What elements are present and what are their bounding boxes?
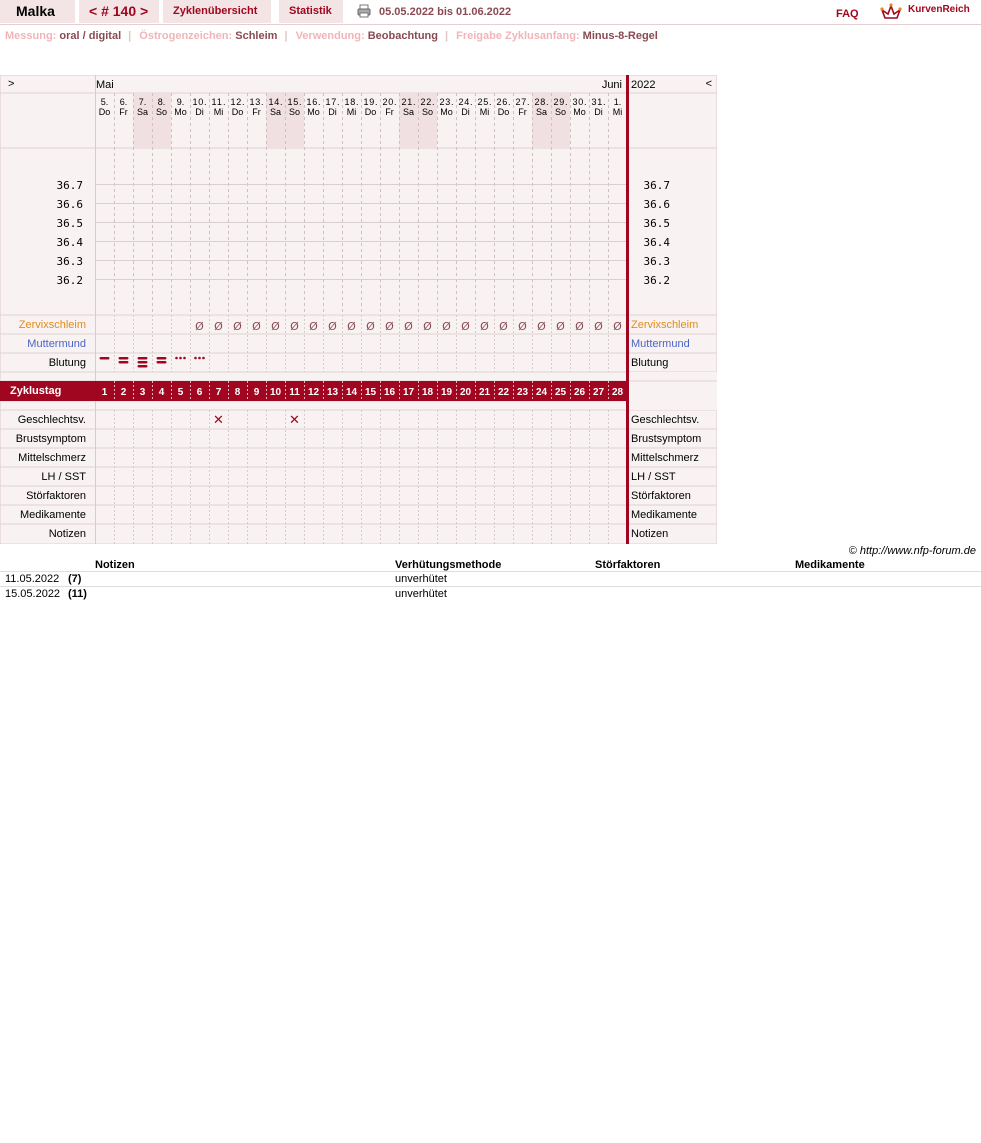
- meta-key: Freigabe Zyklusanfang:: [456, 30, 580, 42]
- bleeding-mark: [119, 361, 129, 364]
- cervical-mucus-mark: Ø: [290, 320, 299, 333]
- day-date: 11.: [211, 97, 226, 107]
- col-notes: Notizen: [95, 559, 135, 571]
- day-date: 25.: [477, 97, 492, 107]
- label-cervix: Muttermund: [27, 338, 86, 350]
- nav-prev-button[interactable]: >: [8, 78, 15, 90]
- cervical-mucus-mark: Ø: [347, 320, 356, 333]
- day-date: 9.: [176, 97, 185, 107]
- label-mid-pain-right: Mittelschmerz: [631, 452, 699, 464]
- tab-statistics[interactable]: Statistik: [279, 0, 343, 23]
- row-cycle-day: (11): [68, 588, 87, 600]
- day-date: 31.: [591, 97, 606, 107]
- day-date: 21.: [401, 97, 416, 107]
- day-date: 6.: [119, 97, 128, 107]
- cycle-day-bar: [0, 381, 717, 401]
- year-label: 2022: [631, 79, 656, 91]
- label-breast-symptom: Brustsymptom: [15, 433, 86, 445]
- day-weekday: Fr: [518, 107, 527, 117]
- day-weekday: Di: [594, 107, 603, 117]
- temp-tick-left: 36.7: [56, 179, 83, 192]
- col-method: Verhütungsmethode: [395, 559, 502, 571]
- day-date: 29.: [553, 97, 568, 107]
- cervical-mucus-mark: Ø: [423, 320, 432, 333]
- day-weekday: Mo: [573, 107, 586, 117]
- cycle-day-number: 1: [101, 387, 108, 398]
- bleeding-mark: [138, 361, 148, 364]
- day-date: 13.: [249, 97, 264, 107]
- day-weekday: Sa: [269, 107, 282, 117]
- cycle-day-number: 24: [535, 387, 548, 398]
- label-mid-pain: Mittelschmerz: [18, 452, 86, 464]
- day-date: 15.: [287, 97, 302, 107]
- row-method: unverhütet: [395, 588, 447, 600]
- cervical-mucus-mark: Ø: [556, 320, 565, 333]
- cycle-day-number: 21: [478, 387, 491, 398]
- bleeding-mark: [138, 357, 148, 360]
- cycle-day-number: 12: [307, 387, 320, 398]
- cervical-mucus-mark: Ø: [594, 320, 603, 333]
- day-weekday: Do: [98, 107, 111, 117]
- day-weekday: Di: [328, 107, 337, 117]
- cycle-day-number: 2: [120, 387, 127, 398]
- row-method: unverhütet: [395, 573, 447, 585]
- meta-value: Schleim: [235, 30, 278, 42]
- copyright: © http://www.nfp-forum.de: [848, 545, 976, 557]
- label-intercourse: Geschlechtsv.: [17, 414, 86, 426]
- cervical-mucus-mark: Ø: [499, 320, 508, 333]
- row-date: 11.05.2022: [5, 573, 60, 585]
- day-date: 12.: [230, 97, 245, 107]
- day-weekday: Fr: [385, 107, 394, 117]
- cycle-day-number: 19: [440, 387, 453, 398]
- temp-tick-right: 36.6: [643, 198, 670, 211]
- day-date: 23.: [439, 97, 454, 107]
- day-date: 27.: [515, 97, 530, 107]
- day-weekday: Di: [461, 107, 470, 117]
- cervical-mucus-mark: Ø: [575, 320, 584, 333]
- meta-key: Verwendung:: [295, 30, 365, 42]
- day-weekday: Fr: [119, 107, 128, 117]
- label-bleeding: Blutung: [48, 357, 86, 369]
- day-date: 7.: [138, 97, 147, 107]
- cervical-mucus-mark: Ø: [613, 320, 622, 333]
- label-intercourse-right: Geschlechtsv.: [631, 414, 700, 426]
- intercourse-mark: ✕: [213, 413, 224, 428]
- cycle-day-number: 22: [497, 387, 510, 398]
- cervical-mucus-mark: Ø: [385, 320, 394, 333]
- cycle-day-number: 26: [573, 387, 586, 398]
- meta-key: Messung:: [5, 30, 57, 42]
- cycle-day-number: 4: [158, 387, 165, 398]
- day-date: 24.: [458, 97, 473, 107]
- cycle-day-number: 15: [364, 387, 377, 398]
- label-cervical-mucus-right: Zervixschleim: [631, 319, 699, 331]
- day-date: 18.: [344, 97, 359, 107]
- cervical-mucus-mark: Ø: [233, 320, 242, 333]
- day-date: 26.: [496, 97, 511, 107]
- col-medication: Medikamente: [795, 559, 865, 571]
- cervical-mucus-mark: Ø: [480, 320, 489, 333]
- cycle-day-number: 6: [196, 387, 203, 398]
- table-row: [0, 586, 981, 602]
- day-weekday: Mo: [307, 107, 320, 117]
- bleeding-mark: [157, 361, 167, 364]
- cycle-chart: [0, 75, 717, 544]
- date-range: 05.05.2022 bis 01.06.2022: [379, 6, 512, 18]
- cycle-day-number: 18: [421, 387, 434, 398]
- label-disturbances: Störfaktoren: [26, 490, 86, 502]
- cycle-day-number: 17: [402, 387, 415, 398]
- temp-tick-right: 36.4: [643, 236, 670, 249]
- day-weekday: So: [155, 107, 168, 117]
- label-cycle-day: Zyklustag: [10, 385, 62, 397]
- cycle-day-number: 27: [592, 387, 605, 398]
- day-date: 1.: [613, 97, 622, 107]
- temp-tick-right: 36.5: [643, 217, 670, 230]
- cycle-day-number: 7: [215, 387, 222, 398]
- meta-value: oral / digital: [59, 30, 122, 42]
- intercourse-mark: ✕: [289, 413, 300, 428]
- cervical-mucus-mark: Ø: [518, 320, 527, 333]
- crown-icon: [880, 2, 902, 20]
- cervical-mucus-mark: Ø: [328, 320, 337, 333]
- bleeding-mark: [202, 357, 205, 360]
- temp-tick-left: 36.6: [56, 198, 83, 211]
- label-lh-test-right: LH / SST: [631, 471, 676, 483]
- cycle-day-number: 9: [253, 387, 260, 398]
- row-cycle-day: (7): [68, 573, 82, 585]
- day-weekday: So: [288, 107, 301, 117]
- nav-next-button[interactable]: <: [705, 78, 712, 90]
- day-weekday: Sa: [535, 107, 548, 117]
- cervical-mucus-mark: Ø: [537, 320, 546, 333]
- month-start: Mai: [96, 79, 114, 91]
- kurvenreich-logo[interactable]: [880, 1, 981, 21]
- cycle-number-tab[interactable]: < # 140 >: [79, 0, 159, 23]
- day-weekday: Mi: [612, 107, 623, 117]
- day-weekday: So: [554, 107, 567, 117]
- cycle-settings: Messung: oral / digital | Östrogenzeichen: Schleim | Verwendung: Beobachtung | Freigabe Zyklusanfang: Minus-8-Regel: [5, 30, 658, 42]
- cycle-day-number: 28: [611, 387, 624, 398]
- cycle-day-number: 3: [139, 387, 146, 398]
- bleeding-mark: [179, 357, 182, 360]
- cervical-mucus-mark: Ø: [271, 320, 280, 333]
- cycle-day-number: 8: [234, 387, 241, 398]
- day-weekday: Sa: [136, 107, 149, 117]
- bleeding-mark: [119, 357, 129, 360]
- faq-link[interactable]: FAQ: [836, 8, 859, 20]
- day-weekday: Mo: [440, 107, 453, 117]
- cycle-day-number: 10: [269, 387, 282, 398]
- cycle-day-number: 16: [383, 387, 396, 398]
- day-weekday: Fr: [252, 107, 261, 117]
- day-date: 30.: [572, 97, 587, 107]
- month-end: Juni: [601, 79, 622, 91]
- day-date: 19.: [363, 97, 378, 107]
- col-disturbances: Störfaktoren: [595, 559, 661, 571]
- meta-value: Beobachtung: [367, 30, 438, 42]
- bleeding-mark: [183, 357, 186, 360]
- day-weekday: Di: [195, 107, 204, 117]
- label-breast-symptom-right: Brustsymptom: [631, 433, 702, 445]
- bleeding-mark: [198, 357, 201, 360]
- bleeding-mark: [100, 357, 110, 360]
- label-lh-test: LH / SST: [41, 471, 86, 483]
- temp-tick-right: 36.3: [643, 255, 670, 268]
- label-notes-right: Notizen: [631, 528, 669, 540]
- temp-tick-left: 36.2: [56, 274, 83, 287]
- printer-icon[interactable]: [357, 4, 371, 18]
- cervical-mucus-mark: Ø: [195, 320, 204, 333]
- day-date: 16.: [306, 97, 321, 107]
- cycle-end-line: [626, 75, 629, 544]
- day-date: 8.: [157, 97, 166, 107]
- cycle-day-number: 20: [459, 387, 472, 398]
- chart-background: [0, 75, 717, 544]
- cycle-day-number: 23: [516, 387, 529, 398]
- temp-tick-right: 36.2: [643, 274, 670, 287]
- meta-key: Östrogenzeichen:: [139, 30, 233, 42]
- cervical-mucus-mark: Ø: [214, 320, 223, 333]
- label-medication-right: Medikamente: [631, 509, 698, 521]
- temp-tick-right: 36.7: [643, 179, 670, 192]
- label-bleeding-right: Blutung: [631, 357, 669, 369]
- bleeding-mark: [138, 365, 148, 368]
- day-weekday: Sa: [402, 107, 415, 117]
- table-row: [0, 571, 981, 587]
- day-date: 22.: [420, 97, 435, 107]
- cervical-mucus-mark: Ø: [461, 320, 470, 333]
- label-cervical-mucus: Zervixschleim: [18, 319, 86, 331]
- day-date: 28.: [534, 97, 549, 107]
- day-weekday: Do: [231, 107, 244, 117]
- row-date: 15.05.2022: [5, 588, 61, 600]
- day-weekday: Mi: [213, 107, 224, 117]
- user-name-tab[interactable]: Malka: [0, 0, 75, 23]
- bleeding-mark: [175, 357, 178, 360]
- day-weekday: Mi: [346, 107, 357, 117]
- label-medication: Medikamente: [19, 509, 86, 521]
- cycle-day-number: 14: [345, 387, 358, 398]
- cycle-day-number: 25: [554, 387, 567, 398]
- chart-grid: [0, 75, 717, 544]
- day-weekday: So: [421, 107, 434, 117]
- cervical-mucus-mark: Ø: [309, 320, 318, 333]
- tab-cycle-overview[interactable]: Zyklenübersicht: [163, 0, 271, 23]
- cervical-mucus-mark: Ø: [252, 320, 261, 333]
- day-date: 17.: [325, 97, 340, 107]
- day-date: 5.: [100, 97, 109, 107]
- cervical-mucus-mark: Ø: [404, 320, 413, 333]
- meta-value: Minus-8-Regel: [582, 30, 658, 42]
- bleeding-mark: [194, 357, 197, 360]
- right-gap: [629, 372, 717, 410]
- temp-tick-left: 36.4: [56, 236, 83, 249]
- temp-tick-left: 36.3: [56, 255, 83, 268]
- day-date: 10.: [192, 97, 207, 107]
- bleeding-mark: [157, 357, 167, 360]
- day-weekday: Do: [497, 107, 510, 117]
- day-date: 20.: [382, 97, 397, 107]
- cervical-mucus-mark: Ø: [366, 320, 375, 333]
- label-cervix-right: Muttermund: [631, 338, 690, 350]
- logo-text: KurvenReich: [908, 4, 970, 15]
- cycle-day-number: 11: [289, 387, 300, 398]
- day-weekday: Mi: [479, 107, 490, 117]
- cervical-mucus-mark: Ø: [442, 320, 451, 333]
- top-bar: [0, 0, 981, 25]
- day-weekday: Do: [364, 107, 377, 117]
- day-date: 14.: [268, 97, 283, 107]
- cycle-day-number: 13: [326, 387, 339, 398]
- day-weekday: Mo: [174, 107, 187, 117]
- label-notes: Notizen: [48, 528, 86, 540]
- temp-tick-left: 36.5: [56, 217, 83, 230]
- label-disturbances-right: Störfaktoren: [631, 490, 691, 502]
- cycle-day-number: 5: [177, 387, 184, 398]
